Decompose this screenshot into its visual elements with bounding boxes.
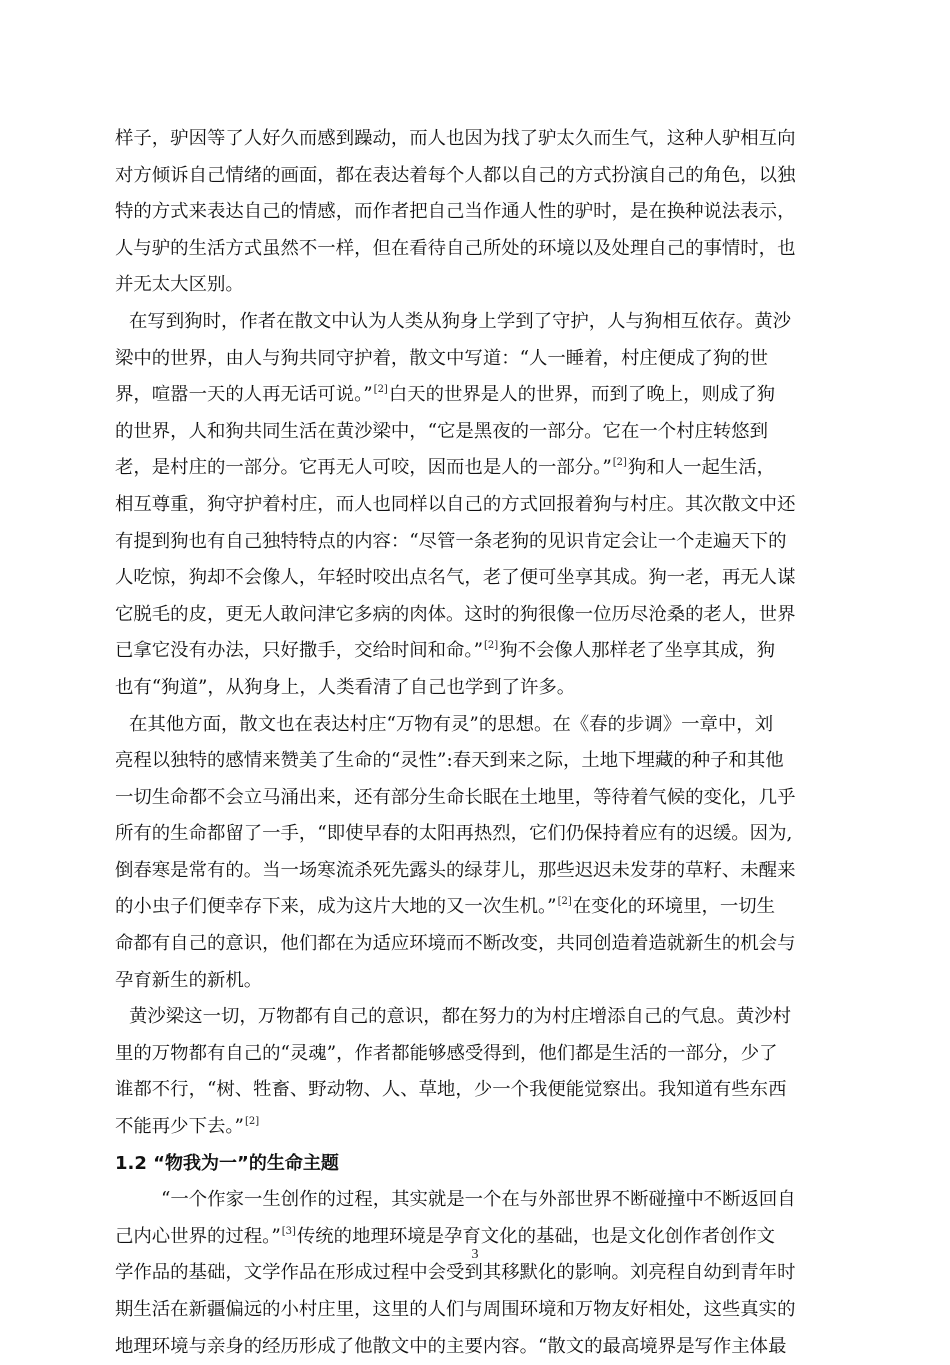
paragraph-2-line: 在写到狗时，作者在散文中认为人类从狗身上学到了守护，人与狗相互依存。黄沙 (129, 310, 792, 332)
paragraph-2-line (115, 377, 840, 414)
paragraph-2-line: 也有“狗道”，从狗身上，人类看清了自己也学到了许多。 (115, 676, 576, 698)
citation-marker: [2] (484, 640, 499, 652)
line-text: 狗不会像人那样老了坐享其成，狗 (499, 640, 776, 662)
paragraph-3-line: 所有的生命都留了一手，“即使早春的太阳再热烈，它们仍保持着应有的迟缓。因为, (115, 823, 793, 845)
line-text: 老，是村庄的一部分。它再无人可咬，因而也是人的一部分。” (115, 457, 612, 479)
paragraph-2-line: 相互尊重，狗守护着村庄，而人也同样以自己的方式回报着狗与村庄。其次散文中还 (115, 493, 796, 515)
line-text: 的小虫子们便幸存下来，成为这片大地的又一次生机。” (115, 896, 557, 918)
citation-marker: [2] (557, 896, 572, 908)
paragraph-2-line (115, 450, 840, 487)
paragraph-2-line: 它脱毛的皮，更无人敢问津它多病的肉体。这时的狗很像一位历尽沧桑的老人，世界 (115, 603, 796, 625)
citation-marker: [3] (281, 1225, 296, 1237)
line-text: 白天的世界是人的世界，而到了晚上，则成了狗 (388, 384, 776, 406)
line-text: 己内心世界的过程。” (115, 1225, 281, 1247)
line-text: 界，喧嚣一天的人再无话可说。” (115, 384, 373, 406)
paragraph-3-line: 倒春寒是常有的。当一场寒流杀死先露头的绿芽儿，那些迟迟未发芽的草籽、未醒来 (115, 859, 796, 881)
line-text: 狗和人一起生活， (627, 457, 776, 479)
line-text: 已拿它没有办法，只好撒手，交给时间和命。” (115, 640, 484, 662)
paragraph-2-line: 梁中的世界，由人与狗共同守护着，散文中写道：“人一睡着，村庄便成了狗的世 (115, 347, 769, 369)
paragraph-5-line: 地理环境与亲身的经历形成了他散文中的主要内容。“散文的最高境界是写作主体最 (115, 1335, 787, 1357)
paragraph-3-line (115, 889, 840, 926)
paragraph-5-line: “一个作家一生创作的过程，其实就是一个在与外部世界不断碰撞中不断返回自 (161, 1189, 796, 1211)
paragraph-4-line: 里的万物都有自己的“灵魂”，作者都能够感受得到，他们都是生活的一部分，少了 (115, 1042, 778, 1064)
paragraph-3-line: 孕育新生的新机。 (115, 969, 263, 991)
paragraph-5-line: 学作品的基础，文学作品在形成过程中会受到其移默化的影响。刘亮程自幼到青年时 (115, 1262, 796, 1284)
paragraph-1-line: 样子，驴因等了人好久而感到躁动，而人也因为找了驴太久而生气，这种人驴相互向 (115, 128, 796, 149)
paragraph-1-line: 对方倾诉自己情绪的画面，都在表达着每个人都以自己的方式扮演自己的角色，以独 (115, 164, 796, 186)
section-heading: 1.2 “物我为一”的生命主题 (115, 1152, 339, 1174)
paragraph-3-line: 亮程以独特的感情来赞美了生命的“灵性”:春天到来之际，土地下埋藏的种子和其他 (115, 750, 784, 772)
paragraph-2-line (115, 633, 840, 670)
paragraph-5-line: 期生活在新疆偏远的小村庄里，这里的人们与周围环境和万物友好相处，这些真实的 (115, 1299, 796, 1320)
paragraph-4-line: 黄沙梁这一切，万物都有自己的意识，都在努力的为村庄增添自己的气息。黄沙村 (129, 1006, 792, 1028)
paragraph-4-line (115, 1109, 840, 1146)
paragraph-2-line: 的世界，人和狗共同生活在黄沙梁中，“它是黑夜的一部分。它在一个村庄转悠到 (115, 420, 769, 442)
page-number: 3 (471, 1247, 479, 1262)
paragraph-1-line: 并无太大区别。 (115, 274, 244, 296)
paragraph-2-line: 人吃惊，狗却不会像人，年轻时咬出点名气，老了便可坐享其成。狗一老，再无人谋 (115, 567, 796, 589)
citation-marker: [2] (244, 1116, 260, 1128)
body-text (115, 121, 840, 1365)
paragraph-3-line: 在其他方面，散文也在表达村庄“万物有灵”的思想。在《春的步调》一章中，刘 (129, 713, 774, 735)
paragraph-4-line: 谁都不行，“树、牲畜、野动物、人、草地，少一个我便能觉察出。我知道有些东西 (115, 1079, 787, 1101)
paragraph-1-line: 人与驴的生活方式虽然不一样，但在看待自己所处的环境以及处理自己的事情时，也 (115, 237, 796, 259)
paragraph-3-line: 命都有自己的意识，他们都在为适应环境而不断改变，共同创造着造就新生的机会与 (115, 933, 796, 955)
paragraph-2-line: 有提到狗也有自己独特特点的内容：“尽管一条老狗的见识肯定会让一个走遍天下的 (115, 530, 787, 552)
line-text: 不能再少下去。” (115, 1116, 244, 1138)
line-text: 在变化的环境里，一切生 (572, 896, 776, 918)
paragraph-1-line: 特的方式来表达自己的情感，而作者把自己当作通人性的驴时，是在换种说法表示， (115, 201, 796, 223)
citation-marker: [2] (612, 457, 627, 469)
paragraph-3-line: 一切生命都不会立马涌出来，还有部分生命长眠在土地里，等待着气候的变化，几乎 (115, 786, 796, 808)
citation-marker: [2] (373, 384, 388, 396)
line-text: 传统的地理环境是孕育文化的基础，也是文化创作者创作文 (296, 1225, 776, 1247)
